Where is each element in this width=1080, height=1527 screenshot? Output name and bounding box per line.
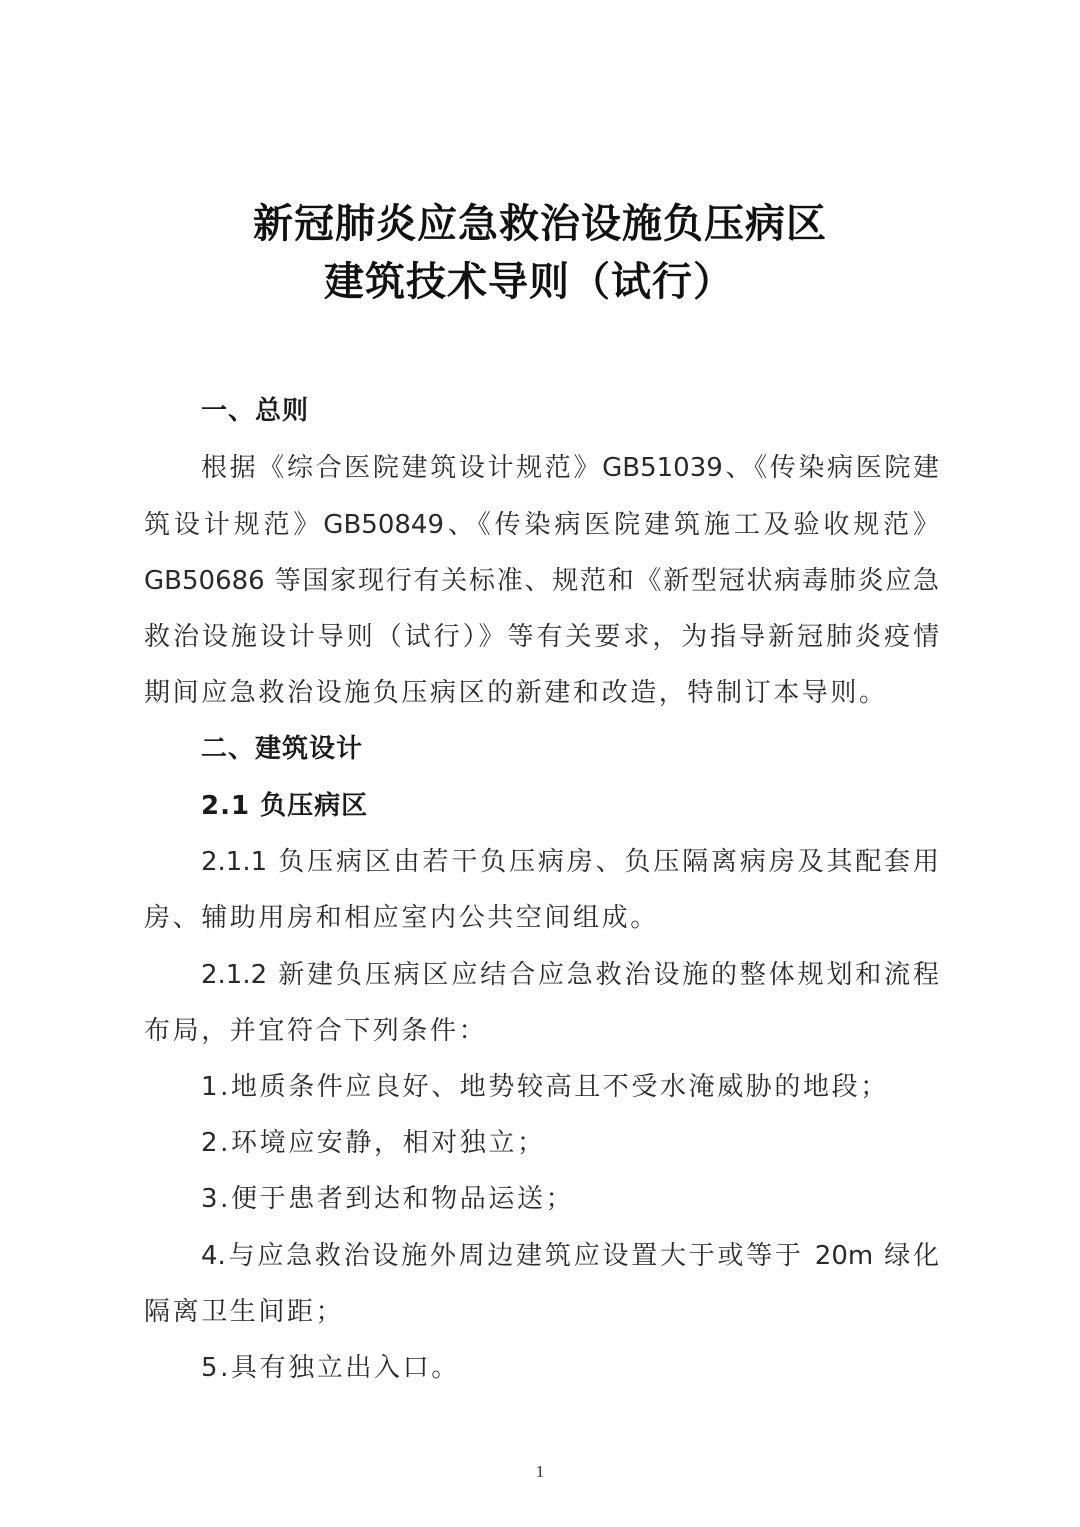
general-paragraph-line-1: 根据《综合医院建筑设计规范》GB51039、《传染病医院建	[201, 453, 939, 483]
condition-2: 2.环境应安静，相对独立；	[201, 1128, 546, 1158]
document-title-line-2	[0, 250, 1080, 307]
subsection-heading-negative-pressure-ward: 2.1 负压病区	[201, 791, 369, 821]
condition-4-line-1: 4.与应急救治设施外周边建筑应设置大于或等于 20m 绿化	[201, 1241, 939, 1271]
condition-3: 3.便于患者到达和物品运送；	[201, 1184, 575, 1214]
general-paragraph-line-2: 筑设计规范》GB50849、《传染病医院建筑施工及验收规范》	[144, 510, 939, 540]
general-paragraph-line-4: 救治设施设计导则（试行）》等有关要求，为指导新冠肺炎疫情	[144, 622, 939, 652]
condition-5: 5.具有独立出入口。	[201, 1353, 460, 1383]
section-heading-architectural-design: 二、建筑设计	[201, 734, 364, 764]
document-title-line-2-text: 建筑技术导则（试行）	[324, 259, 734, 305]
condition-1: 1.地质条件应良好、地势较高且不受水淹威胁的地段；	[201, 1072, 889, 1102]
clause-2-1-2-line-1: 2.1.2 新建负压病区应结合应急救治设施的整体规划和流程	[201, 960, 939, 990]
general-paragraph-line-3: GB50686 等国家现行有关标准、规范和《新型冠状病毒肺炎应急	[144, 566, 939, 596]
page-number: 1	[535, 1462, 545, 1481]
condition-4-line-2: 隔离卫生间距；	[144, 1297, 345, 1327]
clause-2-1-1-line-1: 2.1.1 负压病区由若干负压病房、负压隔离病房及其配套用	[201, 847, 939, 877]
clause-2-1-2-line-2: 布局，并宜符合下列条件：	[144, 1016, 488, 1046]
document-title-line-1: 新冠肺炎应急救治设施负压病区	[253, 201, 827, 247]
section-heading-general: 一、总则	[201, 396, 310, 426]
general-paragraph-line-5: 期间应急救治设施负压病区的新建和改造，特制订本导则。	[144, 678, 888, 708]
clause-2-1-1-line-2: 房、辅助用房和相应室内公共空间组成。	[144, 903, 659, 933]
